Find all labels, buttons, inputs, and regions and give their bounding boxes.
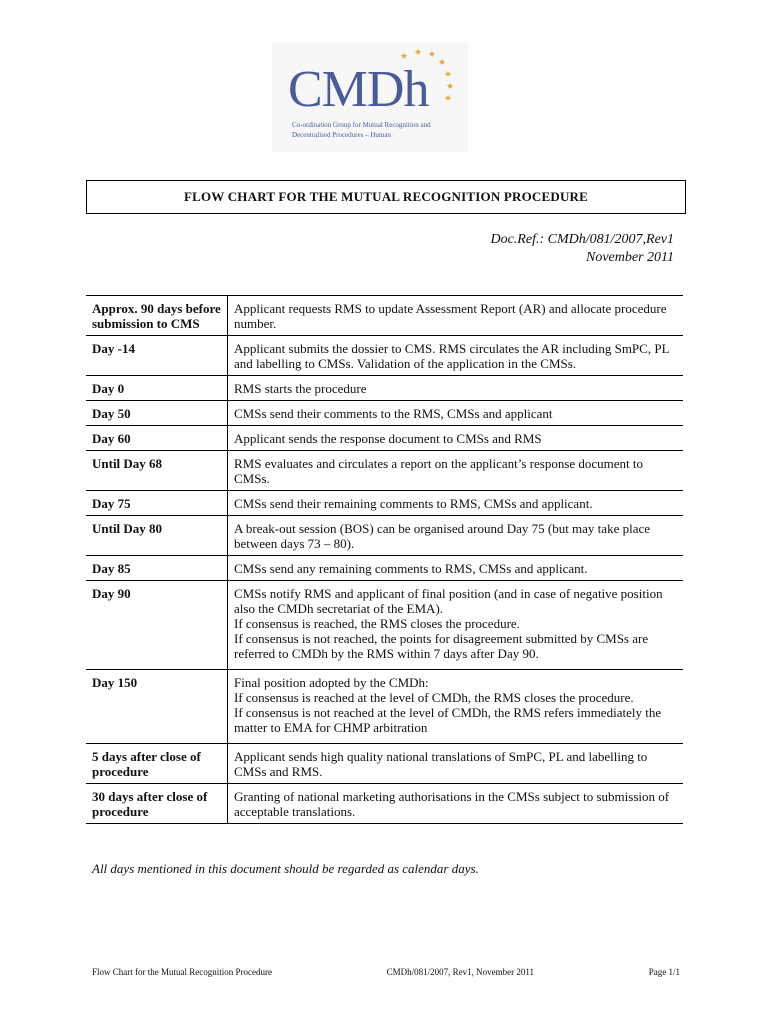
procedure-row bbox=[86, 784, 683, 824]
procedure-row bbox=[86, 401, 683, 426]
step-action: Applicant sends the response document to CMSs and RMS bbox=[228, 426, 684, 451]
step-timing: Until Day 80 bbox=[86, 516, 228, 556]
step-timing: Until Day 68 bbox=[86, 451, 228, 491]
step-action: RMS evaluates and circulates a report on the applicant’s response document to CMSs. bbox=[228, 451, 684, 491]
star-icon bbox=[445, 71, 451, 77]
step-timing: Day 0 bbox=[86, 376, 228, 401]
procedure-row bbox=[86, 451, 683, 491]
procedure-row bbox=[86, 744, 683, 784]
step-timing: 30 days after close of procedure bbox=[86, 784, 228, 824]
star-icon bbox=[439, 59, 445, 65]
step-action: CMSs send any remaining comments to RMS, CMSs and applicant. bbox=[228, 556, 684, 581]
step-timing: Day 150 bbox=[86, 670, 228, 744]
procedure-row bbox=[86, 670, 683, 744]
step-action: CMSs send their remaining comments to RMS, CMSs and applicant. bbox=[228, 491, 684, 516]
step-action: A break-out session (BOS) can be organised around Day 75 (but may take place between days 73 – 80). bbox=[228, 516, 684, 556]
logo-wordmark: CMDh bbox=[288, 61, 429, 118]
procedure-row bbox=[86, 296, 683, 336]
step-action: Applicant requests RMS to update Assessment Report (AR) and allocate procedure number. bbox=[228, 296, 684, 336]
star-icon bbox=[447, 83, 453, 89]
document-title: FLOW CHART FOR THE MUTUAL RECOGNITION PROCEDURE bbox=[86, 180, 686, 214]
step-action: CMSs notify RMS and applicant of final position (and in case of negative position also the CMDh secretariat of the EMA). If consensus is reached, the RMS closes the procedure. If consensus is not reached, the points for disagreement submitted by CMSs are referred to CMDh by the RMS within 7 days after Day 90. bbox=[228, 581, 684, 670]
step-timing: 5 days after close of procedure bbox=[86, 744, 228, 784]
step-action: Final position adopted by the CMDh: If consensus is reached at the level of CMDh, the RMS closes the procedure. If consensus is not reached at the level of CMDh, the RMS refers immediately the matter to EMA for CHMP arbitration bbox=[228, 670, 684, 744]
star-icon bbox=[401, 53, 407, 59]
doc-date: November 2011 bbox=[586, 250, 674, 265]
doc-reference bbox=[490, 231, 674, 267]
footer-page-number: Page 1/1 bbox=[648, 967, 680, 977]
step-timing: Day -14 bbox=[86, 336, 228, 376]
step-timing: Day 50 bbox=[86, 401, 228, 426]
step-action: RMS starts the procedure bbox=[228, 376, 684, 401]
step-timing: Day 85 bbox=[86, 556, 228, 581]
step-timing: Approx. 90 days before submission to CMS bbox=[86, 296, 228, 336]
star-icon bbox=[415, 49, 421, 55]
procedure-row bbox=[86, 491, 683, 516]
footer-title: Flow Chart for the Mutual Recognition Procedure bbox=[92, 967, 272, 977]
step-timing: Day 90 bbox=[86, 581, 228, 670]
procedure-row bbox=[86, 581, 683, 670]
procedure-row bbox=[86, 336, 683, 376]
step-action: Applicant submits the dossier to CMS. RMS circulates the AR including SmPC, PL and labelling to CMSs. Validation of the application in the CMSs. bbox=[228, 336, 684, 376]
procedure-row bbox=[86, 376, 683, 401]
step-action: Applicant sends high quality national translations of SmPC, PL and labelling to CMSs and RMS. bbox=[228, 744, 684, 784]
step-action: Granting of national marketing authorisations in the CMSs subject to submission of acceptable translations. bbox=[228, 784, 684, 824]
step-timing: Day 75 bbox=[86, 491, 228, 516]
footer-docref: CMDh/081/2007, Rev1, November 2011 bbox=[386, 967, 535, 977]
star-icon bbox=[429, 51, 435, 57]
doc-ref-number: Doc.Ref.: CMDh/081/2007,Rev1 bbox=[490, 232, 674, 247]
step-action: CMSs send their comments to the RMS, CMSs and applicant bbox=[228, 401, 684, 426]
calendar-days-note: All days mentioned in this document should be regarded as calendar days. bbox=[92, 861, 479, 876]
star-icon bbox=[445, 95, 451, 101]
logo-subtitle: Co-ordination Group for Mutual Recognition and Decentralised Procedures – Human bbox=[292, 121, 431, 139]
procedure-table bbox=[86, 295, 683, 824]
procedure-row bbox=[86, 516, 683, 556]
step-timing: Day 60 bbox=[86, 426, 228, 451]
procedure-row bbox=[86, 426, 683, 451]
cmdh-logo bbox=[272, 42, 468, 152]
procedure-row bbox=[86, 556, 683, 581]
page-footer bbox=[92, 967, 680, 977]
